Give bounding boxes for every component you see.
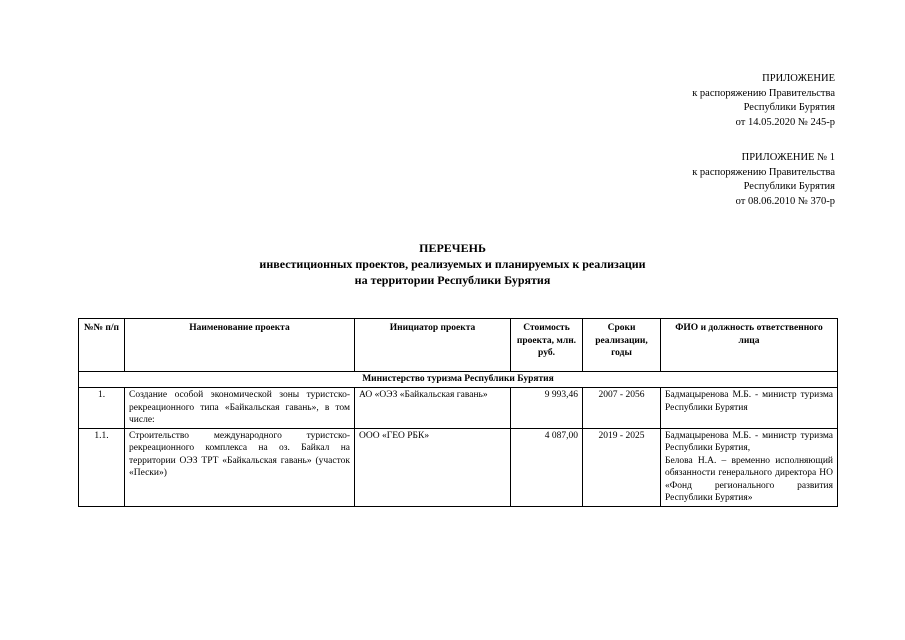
row-responsible: Бадмацыренова М.Б. - министр туризма Республики Бурятия (661, 388, 838, 429)
row-term: 2019 - 2025 (583, 428, 661, 506)
header-number: №№ п/п (79, 319, 125, 372)
header-term: Сроки реализации, годы (583, 319, 661, 372)
section-row (79, 372, 838, 388)
title-line: ПЕРЕЧЕНЬ (419, 241, 486, 255)
row-project-name: Строительство международного туристско-рекреационного комплекса на оз. Байкал на территории ОЭЗ ТРТ «Байкальская гавань» (участок «Пески») (125, 428, 355, 506)
responsible-person-2: Белова Н.А. – временно исполняющий обязанности генерального директора НО «Фонд регионального развития Республики Бурятия» (665, 455, 833, 503)
appendix-line: к распоряжению Правительства (692, 87, 835, 99)
section-title: Министерство туризма Республики Бурятия (79, 372, 838, 388)
title-line: на территории Республики Бурятия (354, 273, 551, 287)
table-row (79, 388, 838, 429)
row-cost: 9 993,46 (511, 388, 583, 429)
document-title (0, 240, 905, 288)
row-cost: 4 087,00 (511, 428, 583, 506)
row-initiator: АО «ОЭЗ «Байкальская гавань» (355, 388, 511, 429)
appendix-line: ПРИЛОЖЕНИЕ (762, 73, 835, 84)
appendix-line: ПРИЛОЖЕНИЕ № 1 (741, 152, 835, 163)
appendix-line: от 08.06.2010 № 370-р (735, 195, 835, 207)
header-responsible: ФИО и должность ответственного лица (661, 319, 838, 372)
title-line: инвестиционных проектов, реализуемых и планируемых к реализации (259, 257, 646, 271)
header-cost: Стоимость проекта, млн. руб. (511, 319, 583, 372)
appendix-line: к распоряжению Правительства (692, 166, 835, 178)
header-project-name: Наименование проекта (125, 319, 355, 372)
appendix-header-current (692, 72, 835, 130)
table-row (79, 428, 838, 506)
row-number: 1.1. (79, 428, 125, 506)
table-header-row (79, 319, 838, 372)
row-initiator: ООО «ГЕО РБК» (355, 428, 511, 506)
appendix-line: Республики Бурятия (743, 181, 835, 192)
row-term: 2007 - 2056 (583, 388, 661, 429)
row-number: 1. (79, 388, 125, 429)
row-responsible (661, 428, 838, 506)
appendix-header-original (692, 151, 835, 209)
responsible-person-1: Бадмацыренова М.Б. - министр туризма Республики Бурятия, (665, 430, 833, 453)
projects-table (78, 318, 838, 507)
appendix-line: от 14.05.2020 № 245-р (735, 116, 835, 128)
row-project-name: Создание особой экономической зоны туристско-рекреационного типа «Байкальская гавань», в том числе: (125, 388, 355, 429)
header-initiator: Инициатор проекта (355, 319, 511, 372)
appendix-line: Республики Бурятия (743, 102, 835, 113)
